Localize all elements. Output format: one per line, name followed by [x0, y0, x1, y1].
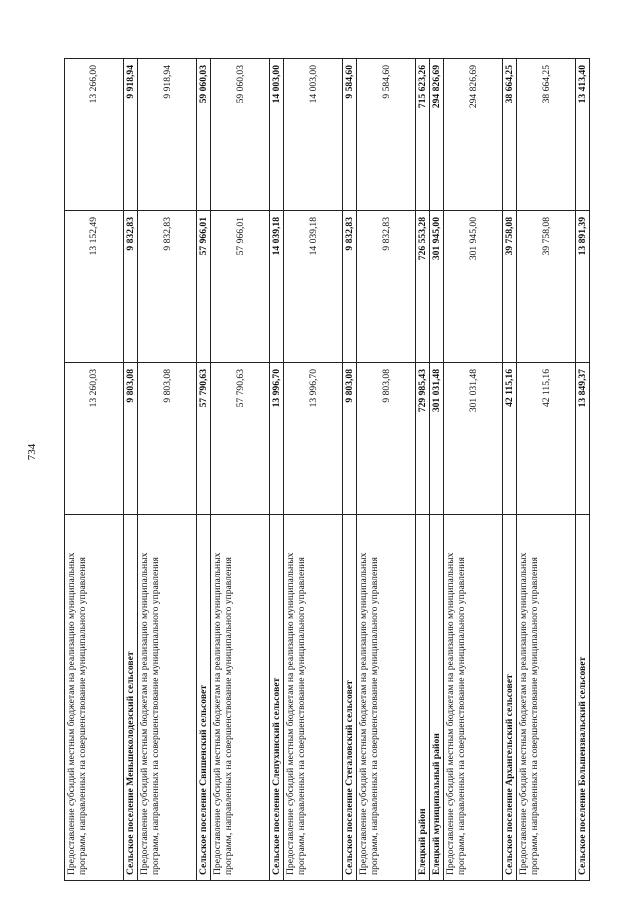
- value-col-3: 13 413,40: [576, 59, 590, 211]
- row-name: Предоставление субсидий местным бюджетам на реализацию муниципальных программ, направленных на совершенствование муниципального управления: [444, 515, 503, 881]
- table-row: [517, 59, 576, 881]
- row-name: Сельское поселение Большеизвальский сельсовет: [576, 515, 590, 881]
- value-col-2: 301 945,00: [444, 211, 503, 363]
- value-col-1: 42 115,16: [517, 363, 576, 515]
- table-row: [138, 59, 197, 881]
- value-col-3: 38 664,25: [517, 59, 576, 211]
- value-col-2: 9 832,83: [124, 211, 138, 363]
- value-col-3: 14 003,00: [284, 59, 343, 211]
- value-col-1: 9 803,08: [138, 363, 197, 515]
- value-col-3: 9 918,94: [124, 59, 138, 211]
- value-col-1: 13 260,03: [65, 363, 124, 515]
- value-col-3: 294 826,69: [444, 59, 503, 211]
- value-col-2: 726 553,28: [416, 211, 430, 363]
- row-name: Предоставление субсидий местным бюджетам на реализацию муниципальных программ, направленных на совершенствование муниципального управления: [211, 515, 270, 881]
- value-col-1: 42 115,16: [503, 363, 517, 515]
- value-col-2: 9 832,83: [357, 211, 416, 363]
- row-name: Елецкий район: [416, 515, 430, 881]
- value-col-2: 57 966,01: [211, 211, 270, 363]
- value-col-2: 9 832,83: [343, 211, 357, 363]
- row-name: Сельское поселение Меньшеколодезский сельсовет: [124, 515, 138, 881]
- table-row: [503, 59, 517, 881]
- row-name: Предоставление субсидий местным бюджетам на реализацию муниципальных программ, направленных на совершенствование муниципального управления: [357, 515, 416, 881]
- value-col-1: 13 849,37: [576, 363, 590, 515]
- value-col-3: 9 918,94: [138, 59, 197, 211]
- table-row: [197, 59, 211, 881]
- table-row: [284, 59, 343, 881]
- value-col-2: 9 832,83: [138, 211, 197, 363]
- value-col-1: 13 996,70: [270, 363, 284, 515]
- value-col-3: 38 664,25: [503, 59, 517, 211]
- value-col-1: 9 803,08: [124, 363, 138, 515]
- page-number: 734: [26, 443, 38, 461]
- table-row: [270, 59, 284, 881]
- value-col-2: 14 039,18: [270, 211, 284, 363]
- row-name: Сельское поселение Архангельский сельсовет: [503, 515, 517, 881]
- row-name: Елецкий муниципальный район: [430, 515, 444, 881]
- value-col-2: 39 758,08: [517, 211, 576, 363]
- value-col-2: 14 039,18: [284, 211, 343, 363]
- value-col-3: 9 584,60: [343, 59, 357, 211]
- row-name: Сельское поселение Слепухинский сельсовет: [270, 515, 284, 881]
- value-col-1: 57 790,63: [197, 363, 211, 515]
- value-col-2: 13 152,49: [65, 211, 124, 363]
- table-row: [416, 59, 430, 881]
- value-col-3: 9 584,60: [357, 59, 416, 211]
- value-col-2: 301 945,00: [430, 211, 444, 363]
- value-col-3: 14 003,00: [270, 59, 284, 211]
- value-col-2: 39 758,08: [503, 211, 517, 363]
- table-row: [65, 59, 124, 881]
- value-col-2: 13 891,39: [576, 211, 590, 363]
- budget-table-body: [65, 59, 590, 881]
- table-row: [430, 59, 444, 881]
- value-col-1: 729 985,43: [416, 363, 430, 515]
- value-col-1: 301 031,48: [444, 363, 503, 515]
- row-name: Предоставление субсидий местным бюджетам на реализацию муниципальных программ, направленных на совершенствование муниципального управления: [517, 515, 576, 881]
- rotated-table-container: [64, 59, 589, 881]
- table-row: [343, 59, 357, 881]
- value-col-1: 301 031,48: [430, 363, 444, 515]
- table-row: [211, 59, 270, 881]
- table-row: [444, 59, 503, 881]
- budget-table: [64, 58, 590, 881]
- value-col-1: 13 996,70: [284, 363, 343, 515]
- value-col-3: 13 266,00: [65, 59, 124, 211]
- row-name: Сельское поселение Свишенский сельсовет: [197, 515, 211, 881]
- row-name: Предоставление субсидий местным бюджетам на реализацию муниципальных программ, направленных на совершенствование муниципального управления: [138, 515, 197, 881]
- row-name: Предоставление субсидий местным бюджетам на реализацию муниципальных программ, направленных на совершенствование муниципального управления: [284, 515, 343, 881]
- table-row: [576, 59, 590, 881]
- table-row: [357, 59, 416, 881]
- table-row: [124, 59, 138, 881]
- value-col-3: 59 060,03: [211, 59, 270, 211]
- value-col-3: 715 623,26: [416, 59, 430, 211]
- row-name: Предоставление субсидий местным бюджетам на реализацию муниципальных программ, направленных на совершенствование муниципального управления: [65, 515, 124, 881]
- value-col-3: 294 826,69: [430, 59, 444, 211]
- value-col-1: 57 790,63: [211, 363, 270, 515]
- row-name: Сельское поселение Стегаловский сельсовет: [343, 515, 357, 881]
- value-col-1: 9 803,08: [343, 363, 357, 515]
- value-col-1: 9 803,08: [357, 363, 416, 515]
- value-col-3: 59 060,03: [197, 59, 211, 211]
- value-col-2: 57 966,01: [197, 211, 211, 363]
